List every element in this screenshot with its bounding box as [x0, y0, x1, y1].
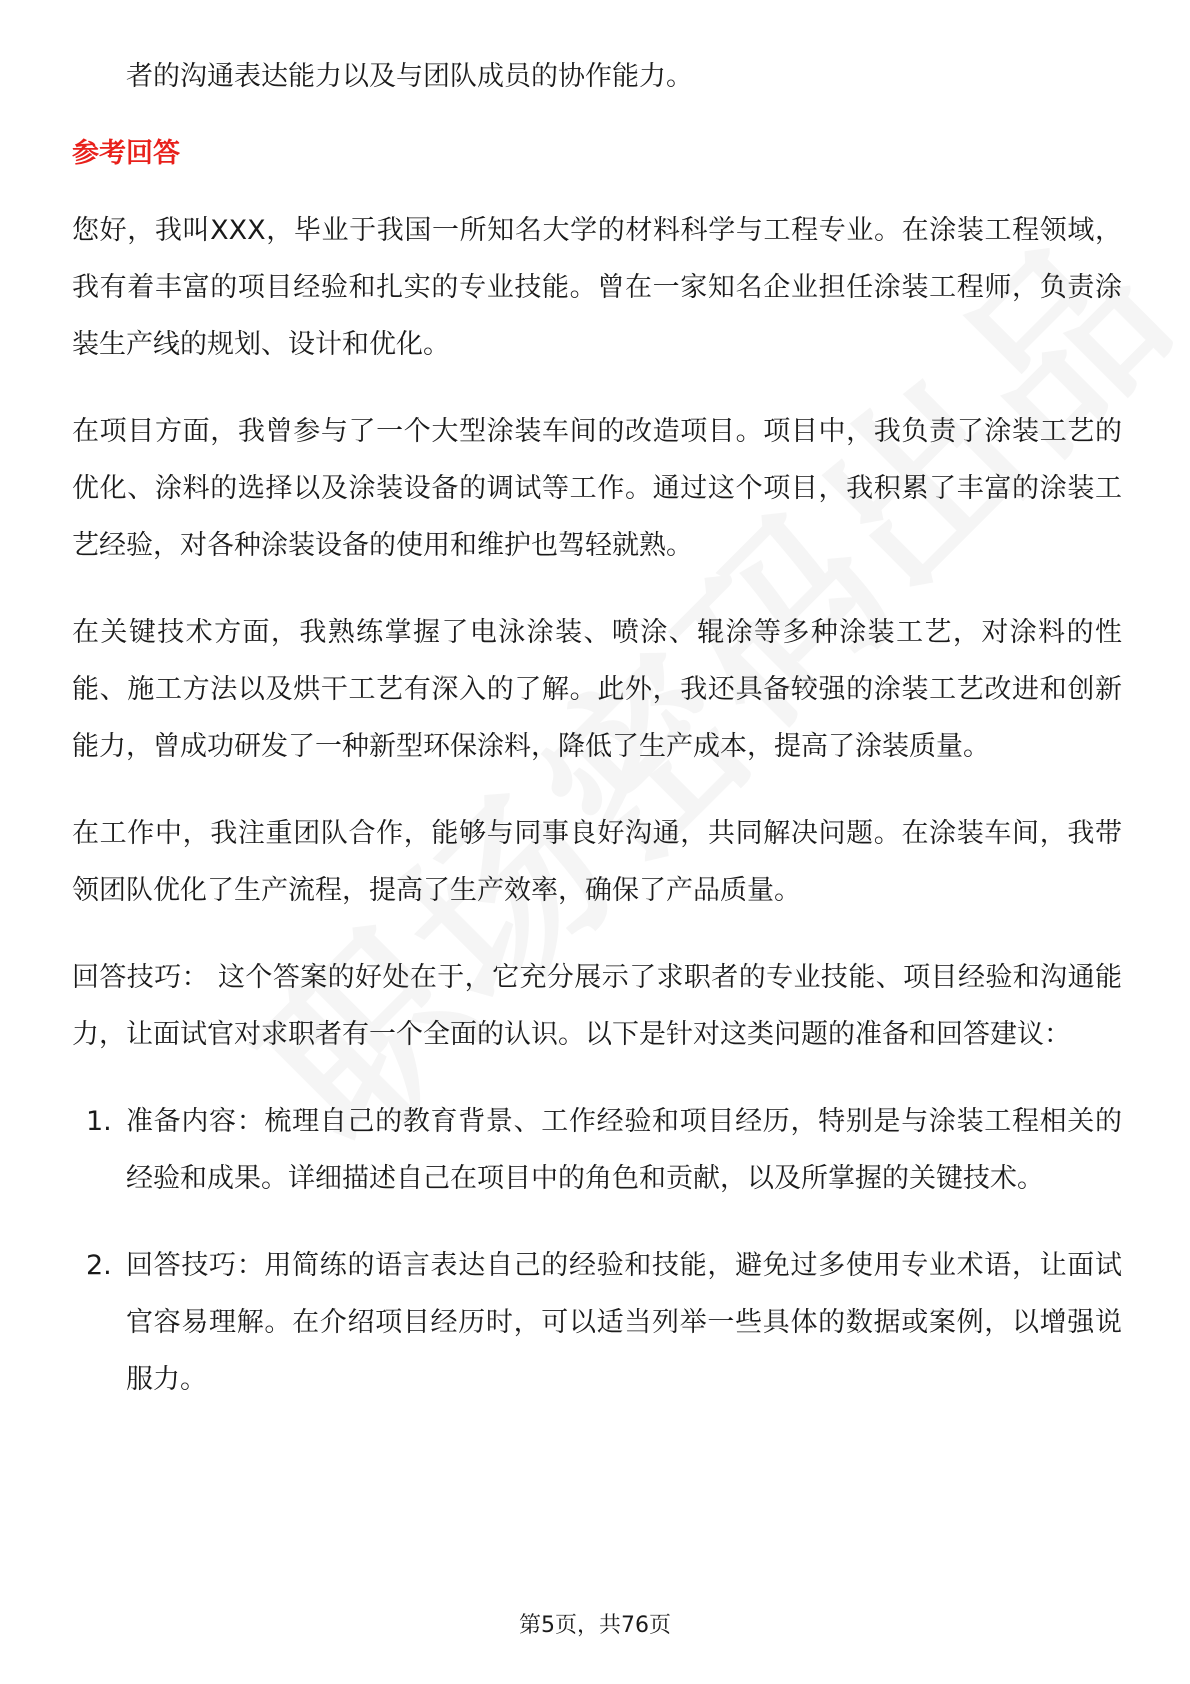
list-item-text: 准备内容：梳理自己的教育背景、工作经验和项目经历，特别是与涂装工程相关的经验和成果。详细描述自己在项目中的角色和贡献，以及所掌握的关键技术。	[126, 1106, 1122, 1194]
continuation-line: 者的沟通表达能力以及与团队成员的协作能力。	[126, 61, 693, 92]
paragraph-teamwork: 在工作中，我注重团队合作，能够与同事良好沟通，共同解决问题。在涂装车间，我带领团队优化了生产流程，提高了生产效率，确保了产品质量。	[72, 818, 1122, 906]
paragraph-intro: 您好，我叫XXX，毕业于我国一所知名大学的材料科学与工程专业。在涂装工程领域，我有着丰富的项目经验和扎实的专业技能。曾在一家知名企业担任涂装工程师，负责涂装生产线的规划、设计和优化。	[72, 215, 1122, 360]
section-title: 参考回答	[72, 138, 180, 169]
paragraph-projects: 在项目方面，我曾参与了一个大型涂装车间的改造项目。项目中，我负责了涂装工艺的优化、涂料的选择以及涂装设备的调试等工作。通过这个项目，我积累了丰富的涂装工艺经验，对各种涂装设备的使用和维护也驾轻就熟。	[72, 416, 1122, 561]
tips-list	[72, 1093, 1122, 1408]
paragraph-answer-tips: 回答技巧： 这个答案的好处在于，它充分展示了求职者的专业技能、项目经验和沟通能力，让面试官对求职者有一个全面的认识。以下是针对这类问题的准备和回答建议：	[72, 962, 1122, 1050]
list-item-text: 回答技巧：用简练的语言表达自己的经验和技能，避免过多使用专业术语，让面试官容易理解。在介绍项目经历时，可以适当列举一些具体的数据或案例，以增强说服力。	[126, 1250, 1122, 1395]
list-item	[72, 1237, 1122, 1408]
list-item	[72, 1093, 1122, 1207]
paragraph-key-technology: 在关键技术方面，我熟练掌握了电泳涂装、喷涂、辊涂等多种涂装工艺，对涂料的性能、施工方法以及烘干工艺有深入的了解。此外，我还具备较强的涂装工艺改进和创新能力，曾成功研发了一种新型环保涂料，降低了生产成本，提高了涂装质量。	[72, 617, 1122, 762]
page-footer: 第5页，共76页	[519, 1613, 671, 1638]
document-body	[72, 48, 1122, 1438]
list-item-number: 1.	[86, 1106, 112, 1137]
list-item-number: 2.	[86, 1250, 112, 1281]
